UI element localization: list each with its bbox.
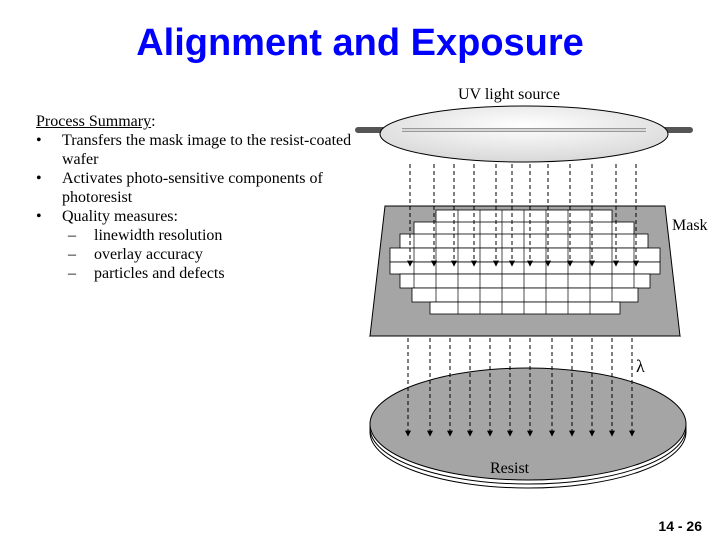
summary-heading: Process Summary (36, 113, 152, 130)
sub-item-text: particles and defects (94, 265, 225, 282)
slide-title: Alignment and Exposure (136, 22, 584, 64)
resist-label: Resist (490, 460, 530, 477)
mask-pattern (390, 210, 660, 314)
uv-light-source-label: UV light source (458, 86, 560, 103)
bullet-text: Activates photo-sensitive components of photoresist (62, 170, 323, 206)
bullet-text: Quality measures: (62, 208, 178, 225)
bullet-glyph: • (36, 170, 42, 187)
mask-label: Mask (672, 217, 708, 234)
wavelength-label: λ (636, 356, 645, 376)
mask-plate (370, 206, 680, 336)
bullet-text: Transfers the mask image to the resist-coated wafer (62, 132, 352, 168)
bullet-glyph: • (36, 132, 42, 149)
sub-item-text: overlay accuracy (94, 246, 203, 263)
bullet-glyph: • (36, 208, 42, 225)
uv-lamp (358, 106, 690, 162)
summary-heading-colon: : (151, 113, 156, 130)
dash-glyph: – (68, 227, 76, 244)
dash-glyph: – (68, 246, 76, 263)
dash-glyph: – (68, 265, 76, 282)
sub-item-text: linewidth resolution (94, 227, 223, 244)
page-number: 14 - 26 (658, 518, 702, 534)
